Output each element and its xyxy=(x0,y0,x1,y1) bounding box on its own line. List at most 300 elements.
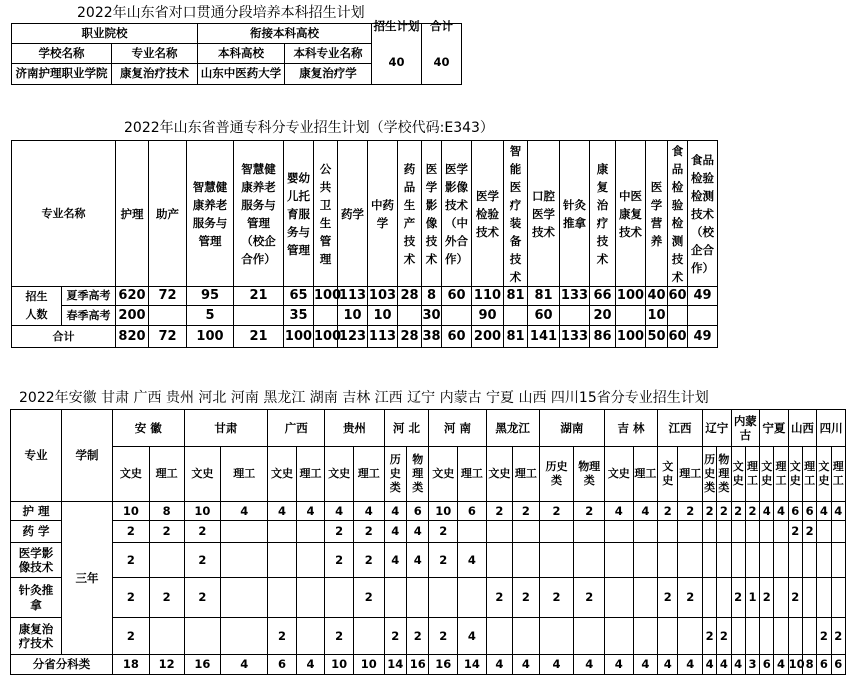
header-major-label: 智慧健康养老服务与管理 xyxy=(192,179,228,248)
plan-cell: 2 xyxy=(384,618,406,655)
total-value-5: 100 xyxy=(314,326,338,348)
header-major-label: 针灸推拿 xyxy=(563,197,586,230)
total-cell: 8 xyxy=(802,655,816,675)
subject-label: 理工 xyxy=(634,467,657,481)
plan-cell xyxy=(539,543,574,578)
summer-value-3: 21 xyxy=(234,287,284,306)
total-value-18: 60 xyxy=(668,326,688,348)
subject-label: 理工 xyxy=(460,467,483,481)
plan-cell xyxy=(702,521,716,543)
province-header-10: 辽宁 xyxy=(702,410,731,447)
spring-value-14 xyxy=(560,306,590,326)
row-major-4 xyxy=(11,618,62,655)
plan-cell xyxy=(817,521,831,543)
header-school: 学校名称 xyxy=(12,44,112,64)
summer-value-14: 133 xyxy=(560,287,590,306)
summer-value-1: 72 xyxy=(149,287,187,306)
plan-cell: 4 xyxy=(353,502,384,521)
subject-label: 文史 xyxy=(662,460,674,487)
plan-cell: 10 xyxy=(113,502,150,521)
plan-cell: 2 xyxy=(831,618,846,655)
subject-label: 历史类 xyxy=(389,453,401,494)
total-value-9: 38 xyxy=(422,326,442,348)
total-row-label: 分省分科类 xyxy=(11,655,113,675)
header-xuezhi: 学制 xyxy=(62,410,113,502)
total-cell: 16 xyxy=(184,655,221,675)
header-undergrad-school: 本科高校 xyxy=(198,44,285,64)
plan-cell xyxy=(802,618,816,655)
subject-label: 文史 xyxy=(607,467,630,481)
total-value-15: 86 xyxy=(590,326,616,348)
subject-header xyxy=(658,447,678,502)
plan-cell xyxy=(486,618,513,655)
plan-cell: 2 xyxy=(268,618,297,655)
plan-cell xyxy=(658,521,678,543)
subject-label: 理工 xyxy=(804,460,816,487)
plan-cell: 2 xyxy=(731,578,745,618)
spring-label: 春季高考 xyxy=(62,306,116,326)
header-major-label: 医学检验技术 xyxy=(476,188,499,239)
subject-header xyxy=(788,447,802,502)
summer-label: 夏季高考 xyxy=(62,287,116,306)
header-major-label: 康复治疗技术 xyxy=(596,161,609,266)
header-major-10 xyxy=(442,141,472,287)
plan-cell xyxy=(539,521,574,543)
header-major-label: 中医康复技术 xyxy=(619,188,642,239)
plan-cell: 2 xyxy=(325,521,354,543)
plan-cell xyxy=(221,521,268,543)
header-major-7 xyxy=(368,141,398,287)
plan-cell xyxy=(513,618,540,655)
summer-value-0: 620 xyxy=(116,287,149,306)
plan-cell xyxy=(429,578,458,618)
header-major-11 xyxy=(472,141,504,287)
subject-header xyxy=(817,447,831,502)
plan-cell: 1 xyxy=(745,578,759,618)
group-undergrad-header: 衔接本科高校 xyxy=(198,24,372,44)
province-header-14: 四川 xyxy=(817,410,846,447)
cell-major: 康复治疗技术 xyxy=(112,64,198,85)
plan-cell: 2 xyxy=(429,543,458,578)
plan-cell xyxy=(605,578,634,618)
total-value-3: 21 xyxy=(234,326,284,348)
header-major: 专业 xyxy=(11,410,62,502)
spring-value-10 xyxy=(442,306,472,326)
total-cell: 6 xyxy=(268,655,297,675)
summer-value-8: 28 xyxy=(398,287,422,306)
total-value: 40 xyxy=(433,55,450,69)
plan-cell: 2 xyxy=(113,618,150,655)
plan-cell xyxy=(678,543,702,578)
plan-cell: 2 xyxy=(678,502,702,521)
subject-label: 文史 xyxy=(789,460,801,487)
total-cell: 4 xyxy=(658,655,678,675)
subject-label: 理工 xyxy=(746,460,758,487)
total-value-13: 141 xyxy=(528,326,560,348)
subject-label: 物理类 xyxy=(412,453,424,494)
province-header-9: 江西 xyxy=(658,410,703,447)
plan-cell: 6 xyxy=(458,502,487,521)
plan-cell xyxy=(702,578,716,618)
total-header-label: 合计 xyxy=(430,19,453,34)
plan-cell: 2 xyxy=(429,618,458,655)
plan-cell xyxy=(296,578,325,618)
total-value-16: 100 xyxy=(616,326,646,348)
header-major-label: 中药学 xyxy=(371,197,394,230)
subject-label: 文史 xyxy=(119,467,142,481)
plan-cell xyxy=(717,578,731,618)
province-header-1: 甘肃 xyxy=(184,410,268,447)
total-cell: 3 xyxy=(745,655,759,675)
enroll-label xyxy=(12,287,62,326)
cell-undergrad-school: 山东中医药大学 xyxy=(198,64,285,85)
subject-label: 理工 xyxy=(679,467,702,481)
plan-cell xyxy=(817,543,831,578)
plan-cell xyxy=(221,618,268,655)
plan-cell: 2 xyxy=(658,502,678,521)
subject-header xyxy=(717,447,731,502)
subject-header xyxy=(113,447,150,502)
total-value-7: 113 xyxy=(368,326,398,348)
plan-cell: 2 xyxy=(149,521,184,543)
header-major-label: 助产 xyxy=(156,206,179,221)
xuezhi-value: 三年 xyxy=(62,502,113,655)
header-major-4 xyxy=(284,141,314,287)
subject-label: 文史 xyxy=(818,460,830,487)
plan-cell xyxy=(268,578,297,618)
header-major-19 xyxy=(688,141,718,287)
subject-header xyxy=(574,447,605,502)
plan-cell xyxy=(539,618,574,655)
plan-cell xyxy=(831,543,846,578)
total-cell: 6 xyxy=(817,655,831,675)
plan-header-label: 招生计划 xyxy=(373,19,420,34)
plan-cell xyxy=(384,578,406,618)
plan-cell: 2 xyxy=(113,543,150,578)
plan-cell: 2 xyxy=(788,521,802,543)
plan-cell: 4 xyxy=(384,543,406,578)
subject-header xyxy=(296,447,325,502)
province-header-6: 黑龙江 xyxy=(486,410,539,447)
subject-label: 理工 xyxy=(299,467,322,481)
subject-header xyxy=(458,447,487,502)
summer-value-9: 8 xyxy=(422,287,442,306)
plan-cell xyxy=(513,521,540,543)
plan-cell: 2 xyxy=(513,578,540,618)
summer-value-10: 60 xyxy=(442,287,472,306)
plan-cell: 2 xyxy=(184,543,221,578)
plan-cell: 6 xyxy=(788,502,802,521)
total-value-10: 60 xyxy=(442,326,472,348)
subject-label: 文史 xyxy=(488,467,511,481)
plan-cell xyxy=(486,543,513,578)
subject-label: 文史 xyxy=(761,460,773,487)
province-header-4: 河 北 xyxy=(384,410,429,447)
subject-header xyxy=(731,447,745,502)
plan-cell: 2 xyxy=(486,502,513,521)
plan-cell: 2 xyxy=(406,618,428,655)
plan-cell xyxy=(574,521,605,543)
plan-cell xyxy=(184,618,221,655)
plan-cell: 2 xyxy=(717,618,731,655)
row-major-label: 针灸推拿 xyxy=(18,583,54,612)
enroll-label-text: 招生人数 xyxy=(25,290,48,321)
plan-cell xyxy=(149,618,184,655)
plan-cell: 2 xyxy=(149,578,184,618)
summer-value-13: 81 xyxy=(528,287,560,306)
plan-cell xyxy=(486,521,513,543)
summer-value-11: 110 xyxy=(472,287,504,306)
plan-cell xyxy=(221,543,268,578)
spring-value-17: 10 xyxy=(646,306,668,326)
spring-value-19 xyxy=(688,306,718,326)
summer-value-17: 40 xyxy=(646,287,668,306)
total-value-17: 50 xyxy=(646,326,668,348)
header-major-label: 护理 xyxy=(120,206,144,221)
total-value-14: 133 xyxy=(560,326,590,348)
plan-cell xyxy=(296,543,325,578)
plan-cell: 8 xyxy=(149,502,184,521)
plan-cell: 4 xyxy=(458,543,487,578)
plan-cell xyxy=(574,543,605,578)
plan-cell: 4 xyxy=(325,502,354,521)
subject-label: 理工 xyxy=(233,467,256,481)
total-cell: 10 xyxy=(788,655,802,675)
header-major-16 xyxy=(616,141,646,287)
subject-header xyxy=(802,447,816,502)
plan-cell: 2 xyxy=(745,502,759,521)
header-major-2 xyxy=(187,141,234,287)
province-header-3: 贵州 xyxy=(325,410,384,447)
plan-cell xyxy=(633,618,658,655)
plan-cell xyxy=(633,521,658,543)
total-value-8: 28 xyxy=(398,326,422,348)
subject-header xyxy=(760,447,774,502)
spring-value-13: 60 xyxy=(528,306,560,326)
plan-cell: 4 xyxy=(817,502,831,521)
province-header-11: 内蒙古 xyxy=(731,410,760,447)
total-cell: 18 xyxy=(113,655,150,675)
header-major-label: 医学影像技术（中外合作） xyxy=(445,161,468,266)
plan-cell xyxy=(268,543,297,578)
plan-cell xyxy=(731,543,745,578)
plan-cell xyxy=(458,521,487,543)
total-cell: 4 xyxy=(731,655,745,675)
subject-label: 理工 xyxy=(155,467,178,481)
plan-cell xyxy=(717,543,731,578)
plan-cell xyxy=(296,521,325,543)
plan-cell xyxy=(702,543,716,578)
province-header-12: 宁夏 xyxy=(760,410,789,447)
plan-cell xyxy=(774,543,788,578)
subject-label: 物理类 xyxy=(578,460,601,487)
plan-cell xyxy=(605,543,634,578)
subject-header xyxy=(406,447,428,502)
group-vocational-header: 职业院校 xyxy=(12,24,198,44)
plan-cell: 10 xyxy=(184,502,221,521)
spring-value-4: 35 xyxy=(284,306,314,326)
plan-cell xyxy=(760,543,774,578)
plan-cell xyxy=(605,521,634,543)
spring-value-2: 5 xyxy=(187,306,234,326)
province-header-13: 山西 xyxy=(788,410,817,447)
subject-label: 理工 xyxy=(514,467,537,481)
subject-header xyxy=(831,447,846,502)
dual-program-table xyxy=(11,19,462,85)
plan-cell xyxy=(325,578,354,618)
plan-cell: 2 xyxy=(325,618,354,655)
total-cell: 4 xyxy=(702,655,716,675)
spring-value-15: 20 xyxy=(590,306,616,326)
header-major: 专业名称 xyxy=(112,44,198,64)
total-value-0: 820 xyxy=(116,326,149,348)
total-cell: 6 xyxy=(760,655,774,675)
summer-value-5: 100 xyxy=(314,287,338,306)
plan-cell: 2 xyxy=(353,543,384,578)
summer-value-12: 81 xyxy=(504,287,528,306)
spring-value-6: 10 xyxy=(338,306,368,326)
plan-cell: 2 xyxy=(184,521,221,543)
plan-cell: 2 xyxy=(802,521,816,543)
plan-cell xyxy=(760,521,774,543)
plan-cell: 4 xyxy=(458,618,487,655)
total-value-6: 123 xyxy=(338,326,368,348)
header-major-label: 婴幼儿托育服务与管理 xyxy=(287,170,310,257)
plan-cell: 2 xyxy=(429,521,458,543)
plan-cell xyxy=(678,618,702,655)
total-value-1: 72 xyxy=(149,326,187,348)
header-major-label: 公共卫生管理 xyxy=(319,161,332,266)
province-header-5: 河 南 xyxy=(429,410,486,447)
subject-header xyxy=(486,447,513,502)
total-header xyxy=(422,19,462,85)
plan-cell: 4 xyxy=(296,502,325,521)
total-cell: 10 xyxy=(325,655,354,675)
plan-cell: 4 xyxy=(760,502,774,521)
spring-value-9: 30 xyxy=(422,306,442,326)
subject-header xyxy=(325,447,354,502)
total-cell: 4 xyxy=(678,655,702,675)
plan-cell: 2 xyxy=(717,502,731,521)
spring-value-5 xyxy=(314,306,338,326)
header-major-9 xyxy=(422,141,442,287)
total-value-11: 200 xyxy=(472,326,504,348)
subject-label: 理工 xyxy=(832,460,844,487)
header-major-label: 智慧健康养老服务与管理（校企合作） xyxy=(241,161,276,266)
plan-cell: 2 xyxy=(513,502,540,521)
total-value-19: 49 xyxy=(688,326,718,348)
row-major-3 xyxy=(11,578,62,618)
plan-cell: 2 xyxy=(788,578,802,618)
total-cell: 4 xyxy=(221,655,268,675)
spring-value-8 xyxy=(398,306,422,326)
plan-cell: 4 xyxy=(406,521,428,543)
plan-cell xyxy=(745,618,759,655)
plan-cell xyxy=(831,521,846,543)
plan-cell: 2 xyxy=(817,618,831,655)
total-value-12: 81 xyxy=(504,326,528,348)
header-major-14 xyxy=(560,141,590,287)
plan-cell xyxy=(658,543,678,578)
total-cell: 4 xyxy=(717,655,731,675)
header-major-label: 智能医疗装备技术 xyxy=(509,143,522,284)
plan-cell: 2 xyxy=(678,578,702,618)
plan-cell: 4 xyxy=(221,502,268,521)
summer-value-4: 65 xyxy=(284,287,314,306)
subject-header xyxy=(605,447,634,502)
header-major-label: 药品生产技术 xyxy=(403,161,416,266)
plan-header xyxy=(372,19,422,85)
plan-cell: 4 xyxy=(406,543,428,578)
plan-cell: 2 xyxy=(113,578,150,618)
spring-value-3 xyxy=(234,306,284,326)
title-province-plan: 2022年安徽 甘肃 广西 贵州 河北 河南 黑龙江 湖南 吉林 江西 辽宁 内蒙古 宁夏 山西 四川15省分专业招生计划 xyxy=(19,390,709,406)
plan-cell xyxy=(745,521,759,543)
spring-value-16 xyxy=(616,306,646,326)
subject-header xyxy=(745,447,759,502)
total-label: 合计 xyxy=(12,326,116,348)
plan-cell xyxy=(817,578,831,618)
plan-cell xyxy=(513,543,540,578)
summer-value-2: 95 xyxy=(187,287,234,306)
spring-value-12 xyxy=(504,306,528,326)
plan-cell: 4 xyxy=(268,502,297,521)
subject-label: 物理类 xyxy=(718,453,730,494)
title-specialty-plan: 2022年山东省普通专科分专业招生计划（学校代码:E343） xyxy=(124,120,494,136)
row-major-label: 康复治疗技术 xyxy=(18,621,54,650)
header-major-0 xyxy=(116,141,149,287)
plan-cell: 2 xyxy=(539,578,574,618)
plan-cell xyxy=(221,578,268,618)
header-undergrad-major: 本科专业名称 xyxy=(285,44,372,64)
header-major-5 xyxy=(314,141,338,287)
subject-label: 文史 xyxy=(191,467,214,481)
plan-cell xyxy=(731,618,745,655)
subject-label: 文史 xyxy=(328,467,351,481)
plan-cell xyxy=(633,543,658,578)
total-cell: 4 xyxy=(513,655,540,675)
subject-label: 文史 xyxy=(732,460,744,487)
total-cell: 12 xyxy=(149,655,184,675)
subject-header xyxy=(513,447,540,502)
plan-cell: 2 xyxy=(113,521,150,543)
plan-cell xyxy=(774,578,788,618)
plan-cell xyxy=(574,618,605,655)
subject-header xyxy=(678,447,702,502)
plan-value: 40 xyxy=(388,55,405,69)
total-cell: 4 xyxy=(574,655,605,675)
plan-cell: 6 xyxy=(406,502,428,521)
plan-cell: 6 xyxy=(802,502,816,521)
total-cell: 14 xyxy=(458,655,487,675)
subject-header xyxy=(268,447,297,502)
header-major-label: 食品检验检测技术（校企合作） xyxy=(691,152,714,275)
subject-header xyxy=(149,447,184,502)
total-cell: 16 xyxy=(429,655,458,675)
total-cell: 16 xyxy=(406,655,428,675)
plan-cell xyxy=(268,521,297,543)
row-major-label: 医学影像技术 xyxy=(18,545,54,574)
subject-label: 历史类 xyxy=(704,453,716,494)
plan-cell: 2 xyxy=(353,521,384,543)
subject-label: 历史类 xyxy=(545,460,568,487)
summer-value-19: 49 xyxy=(688,287,718,306)
row-major-0 xyxy=(11,502,62,521)
plan-cell: 2 xyxy=(539,502,574,521)
header-major-3 xyxy=(234,141,284,287)
total-cell: 4 xyxy=(539,655,574,675)
plan-cell xyxy=(717,521,731,543)
